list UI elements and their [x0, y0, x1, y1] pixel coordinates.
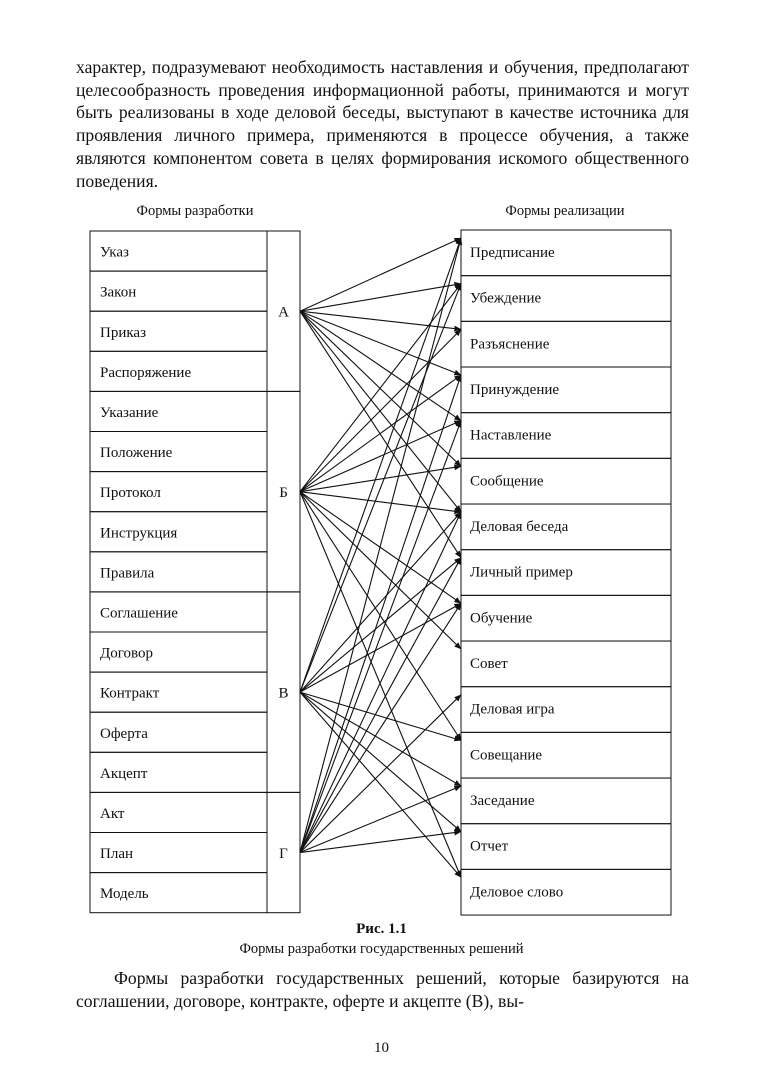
right-item-label: Личный пример — [470, 564, 573, 581]
connection-arrow — [300, 692, 461, 740]
left-item-label: Контракт — [100, 685, 160, 702]
connection-arrow — [300, 492, 461, 604]
connection-arrow — [300, 311, 461, 557]
right-item-label: Принуждение — [470, 382, 560, 399]
left-item-label: План — [100, 846, 134, 863]
connection-arrow — [300, 695, 461, 853]
left-column-header: Формы разработки — [136, 203, 254, 219]
right-item-label: Совещание — [470, 747, 543, 764]
left-item-label: Акцепт — [100, 765, 148, 782]
connection-arrow — [300, 492, 461, 741]
right-item-label: Деловое слово — [470, 884, 564, 901]
left-item-label: Распоряжение — [100, 364, 192, 381]
left-item-label: Акт — [100, 805, 125, 822]
left-item-label: Указ — [100, 244, 129, 261]
right-item-label: Разъяснение — [470, 336, 550, 353]
right-item-label: Деловая игра — [470, 701, 555, 718]
connection-arrow — [300, 375, 461, 492]
connection-arrow — [300, 421, 461, 492]
group-letter: А — [278, 304, 289, 321]
right-item-label: Наставление — [470, 427, 552, 444]
connection-arrow — [300, 311, 461, 512]
body-paragraph-top: характер, подразумевают необходимость наставления и обучения, предполагают целесообразность проведения информационной работы, принимаются и могут быть реализованы в ходе деловой беседы, выступают в качестве источника для проявления личного примера, применяются в процессе обучения, а также являются компонентом совета в целях формирования искомого общественного поведения. — [76, 57, 689, 191]
connection-arrow — [300, 603, 461, 852]
right-item-label: Убеждение — [470, 290, 542, 307]
left-item-label: Оферта — [100, 725, 148, 742]
left-item-label: Модель — [100, 886, 149, 903]
group-letter: Б — [279, 485, 288, 502]
right-item-label: Обучение — [470, 610, 533, 627]
connection-arrow — [300, 238, 461, 311]
connection-arrow — [300, 284, 461, 492]
right-item-label: Заседание — [470, 793, 535, 810]
right-item-label: Предписание — [470, 245, 555, 261]
right-item-label: Отчет — [470, 838, 509, 855]
right-item-label: Сообщение — [470, 473, 544, 490]
connection-arrow — [300, 329, 461, 491]
left-item-label: Положение — [100, 445, 173, 462]
left-item-label: Указание — [100, 404, 159, 421]
body-paragraph-bottom: Формы разработки государственных решений, которые базируются на соглашении, договоре, контракте, оферте и акцепте (В), вы- — [76, 968, 689, 1011]
left-item-label: Правила — [100, 565, 155, 582]
connection-arrow — [300, 421, 461, 853]
connection-arrow — [300, 238, 461, 853]
page-number: 10 — [374, 1040, 389, 1056]
right-column — [461, 230, 671, 915]
right-item-label: Деловая беседа — [470, 519, 569, 536]
left-item-label: Соглашение — [100, 605, 178, 622]
connection-arrow — [300, 238, 461, 692]
left-item-label: Закон — [100, 284, 137, 301]
group-letter: В — [278, 685, 289, 702]
group-letter: Г — [279, 846, 288, 863]
left-item-label: Инструкция — [100, 525, 178, 542]
arrows-layer — [300, 238, 461, 877]
right-column-header: Формы реализации — [505, 203, 625, 219]
left-item-label: Договор — [100, 645, 153, 662]
connection-arrow — [300, 512, 461, 853]
left-column — [90, 231, 300, 913]
figure-caption-title: Рис. 1.1 — [356, 921, 407, 937]
figure-caption-subtitle: Формы разработки государственных решений — [239, 941, 524, 957]
connection-arrow — [300, 375, 461, 853]
right-item-label: Совет — [470, 656, 508, 673]
left-item-label: Приказ — [100, 324, 147, 341]
left-item-label: Протокол — [100, 485, 161, 502]
connection-arrow — [300, 311, 461, 466]
